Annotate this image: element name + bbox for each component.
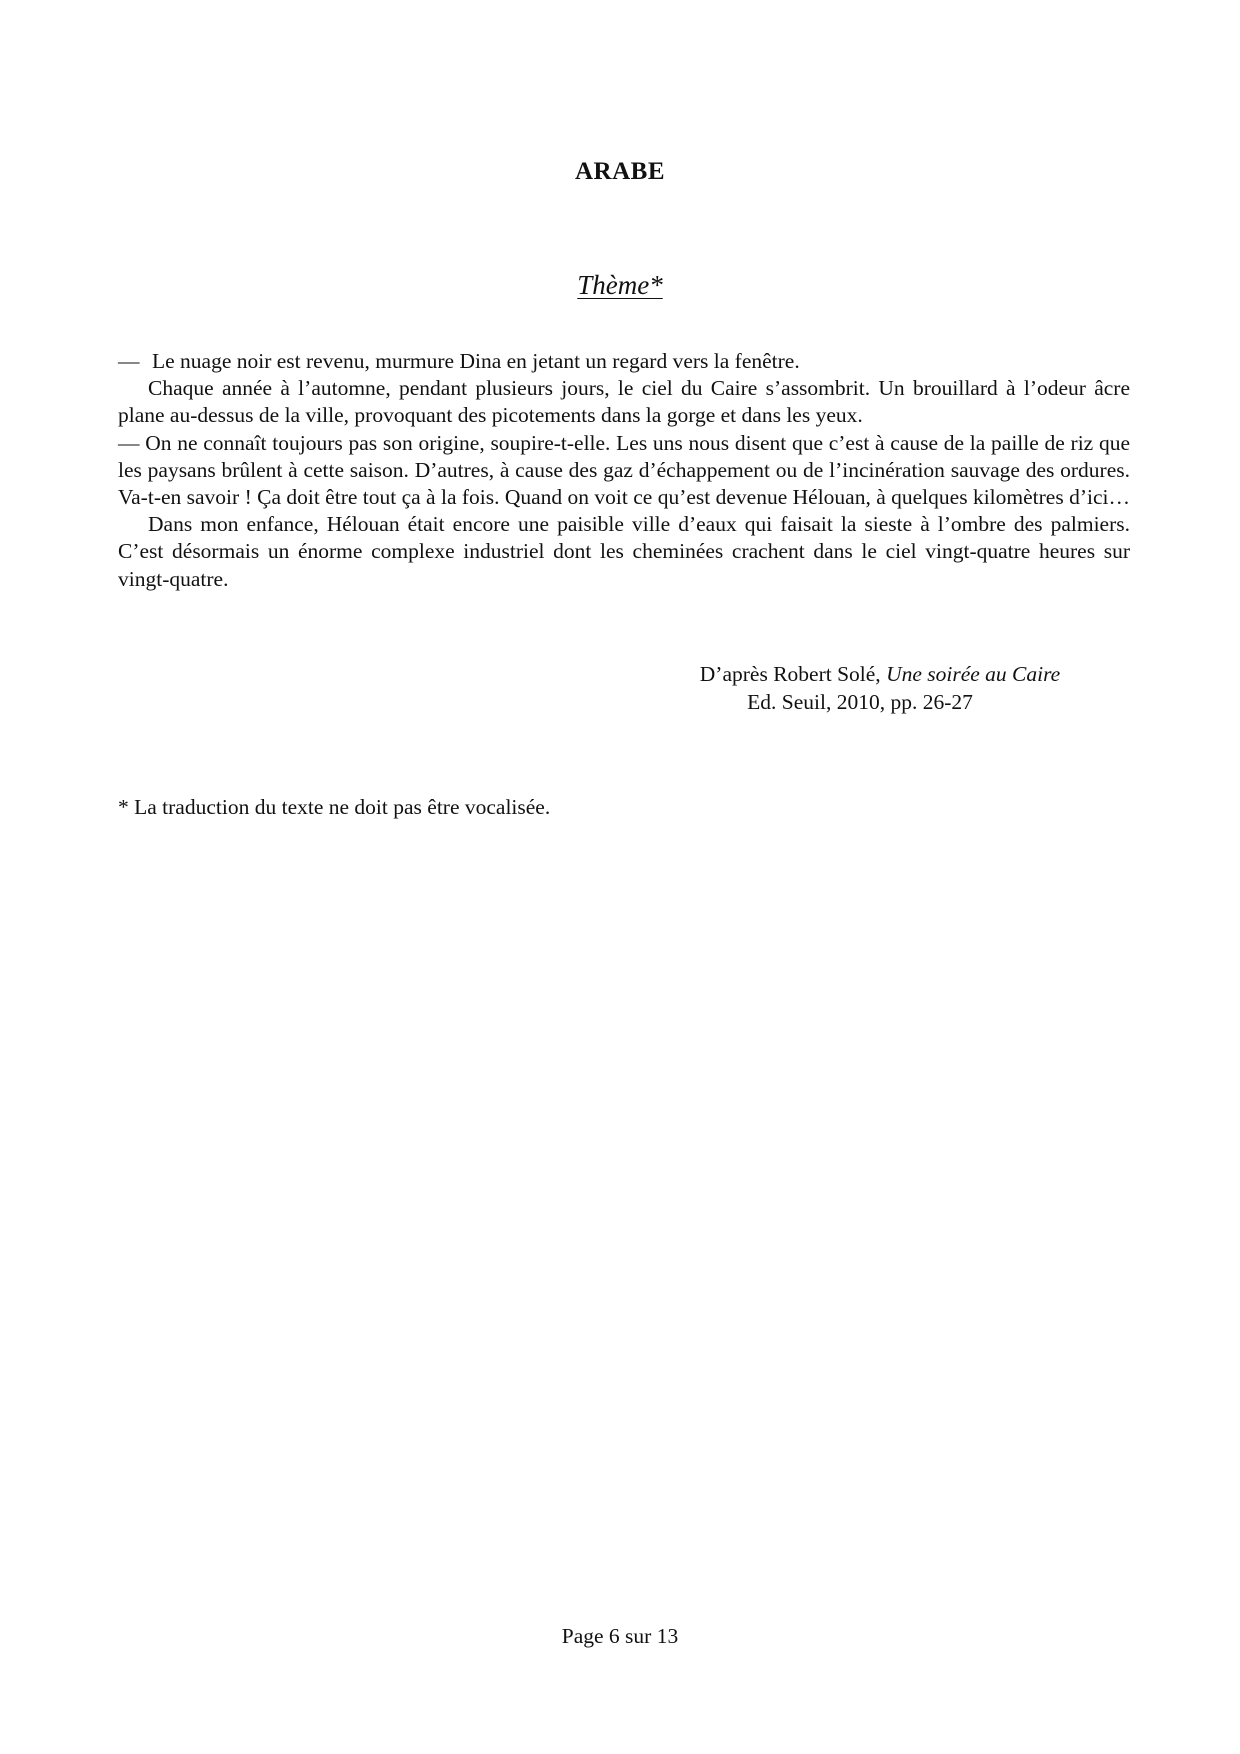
dialog-dash: — bbox=[118, 349, 140, 373]
paragraph-4: Dans mon enfance, Hélouan était encore une paisible ville d’eaux qui faisait la sieste à l’ombre des palmiers. C’est désormais un énorme complexe industriel dont les cheminées crachent dans le ciel vingt-quatre heures sur vingt-quatre. bbox=[118, 512, 1130, 591]
attribution-author-line bbox=[560, 660, 1160, 688]
section-subtitle bbox=[0, 270, 1240, 301]
source-attribution bbox=[560, 660, 1160, 716]
paragraph-3: — On ne connaît toujours pas son origine, soupire-t-elle. Les uns nous disent que c’est à cause de la paille de riz que les paysans brûlent à cette saison. D’autres, à cause des gaz d’échappement ou de l’incinération sauvage des ordures. Va-t-en savoir ! Ça doit être tout ça à la fois. Quand on voit ce qu’est devenue Hélouan, à quelques kilomètres d’ici… bbox=[118, 430, 1130, 510]
book-title: Une soirée au Caire bbox=[886, 662, 1061, 686]
paragraph-1-text: Le nuage noir est revenu, murmure Dina en jetant un regard vers la fenêtre. bbox=[152, 349, 800, 373]
subtitle-text: Thème* bbox=[577, 270, 663, 300]
main-text bbox=[118, 348, 1130, 593]
page-number: Page 6 sur 13 bbox=[561, 1624, 679, 1648]
attribution-prefix: D’après Robert Solé, bbox=[699, 662, 887, 686]
paragraph-2: Chaque année à l’automne, pendant plusieurs jours, le ciel du Caire s’assombrit. Un brouillard à l’odeur âcre plane au-dessus de la ville, provoquant des picotements dans la gorge et dans les yeux. bbox=[118, 376, 1130, 428]
footnote: * La traduction du texte ne doit pas être vocalisée. bbox=[118, 795, 551, 819]
attribution-publisher: Ed. Seuil, 2010, pp. 26-27 bbox=[747, 690, 973, 714]
paragraph-1 bbox=[118, 348, 1130, 375]
page-title: ARABE bbox=[574, 158, 665, 185]
